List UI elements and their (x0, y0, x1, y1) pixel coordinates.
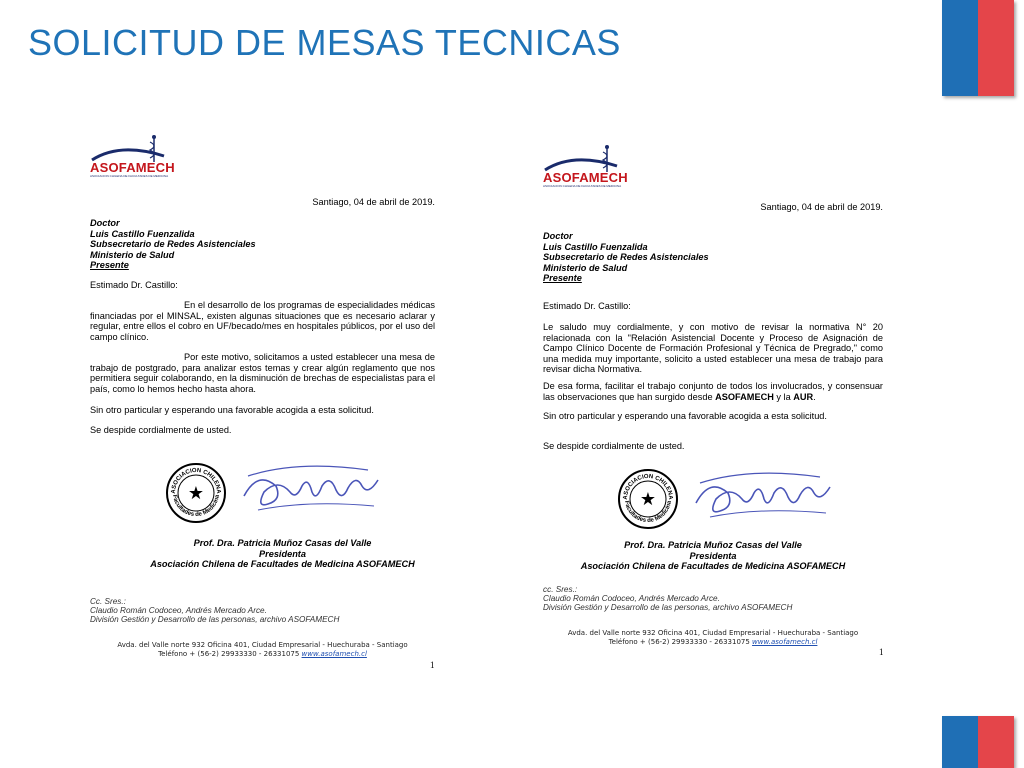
asofamech-logo (90, 134, 175, 182)
signer-name: Prof. Dra. Patricia Muñoz Casas del Valle (193, 538, 372, 548)
logo-subtitle: ASOCIACION CHILENA DE FACULTADES DE MEDICINA (543, 184, 622, 188)
letter-paragraph-2 (543, 381, 883, 402)
cc-division: División Gestión y Desarrollo de las personas, archivo ASOFAMECH (543, 603, 793, 613)
paragraph-2-period: . (813, 391, 816, 402)
letter-footer (543, 629, 883, 647)
letter-greeting: Estimado Dr. Castillo: (543, 301, 631, 311)
logo-subtitle: ASOCIACION CHILENA DE FACULTADES DE MEDICINA (90, 174, 169, 178)
letter-footer (90, 641, 435, 659)
footer-address: Avda. del Valle norte 932 Oficina 401, Ciudad Empresarial - Huechuraba - Santiago (567, 629, 859, 637)
recipient-presente: Presente (543, 273, 582, 284)
svg-text:ASOCIACION CHILENA: ASOCIACION CHILENA (622, 473, 674, 500)
letter-paragraph-1: En el desarrollo de los programas de especialidades médicas financiadas por el MINSAL, existen algunas situaciones que es necesario aclarar y regular, entre ellos el cobro en UF/becado/mes en hospitales públicos, por el uso del campo clínico. (90, 300, 435, 342)
signer-block (543, 540, 883, 572)
svg-text:ASOCIACION CHILENA: ASOCIACION CHILENA (170, 467, 222, 494)
paragraph-2-connector: y la (773, 391, 794, 402)
signer-role: Presidenta (689, 550, 737, 561)
recipient-ministry: Ministerio de Salud (543, 262, 628, 273)
signer-block (90, 538, 475, 570)
paragraph-2-text: De esa forma, facilitar el trabajo conjunto de todos los involucrados, y consensuar las observaciones que han surgido desde (543, 381, 883, 402)
letter-greeting: Estimado Dr. Castillo: (90, 280, 178, 290)
cc-names: Claudio Román Codoceo, Andrés Mercado Arce. (543, 594, 720, 604)
letter-closing: Se despide cordialmente de usted. (90, 425, 232, 435)
letter-paragraph-3: Sin otro particular y esperando una favorable acogida a esta solicitud. (543, 411, 827, 421)
letter-paragraph-3: Sin otro particular y esperando una favorable acogida a esta solicitud. (90, 405, 374, 415)
recipient-presente: Presente (90, 260, 129, 271)
recipient-block (543, 231, 883, 284)
cc-label: cc. Sres.: (543, 585, 578, 594)
signer-organization: Asociación Chilena de Facultades de Medicina ASOFAMECH (150, 559, 415, 570)
cc-block (90, 597, 435, 625)
signer-organization: Asociación Chilena de Facultades de Medicina ASOFAMECH (580, 561, 846, 572)
footer-phone: Teléfono + (56-2) 29933330 - 26331075 (608, 638, 750, 646)
letter-paragraph-1: Le saludo muy cordialmente, y con motivo de revisar la normativa N° 20 relacionada con la "Relación Asistencial Docente y Proceso de Asignación de Campo Clínico Docente de Formación Profesional y Técnica de Pregrado," como una medida muy importante, solicito a usted establecer una mesa de trabajo para revisar dicha Normativa. (543, 322, 883, 375)
asofamech-logo (543, 144, 628, 192)
footer-phone: Teléfono + (56-2) 29933330 - 26331075 (158, 650, 300, 658)
paragraph-2-asofamech: ASOFAMECH (715, 391, 774, 402)
paragraph-2-aur: AUR (793, 391, 814, 402)
svg-text:★: ★ (187, 483, 205, 504)
signer-role: Presidenta (259, 548, 306, 559)
flag-decoration-top (942, 0, 1014, 96)
flag-decoration-bottom (942, 716, 1014, 768)
handwritten-signature (690, 463, 836, 529)
recipient-position: Subsecretario de Redes Asistenciales (90, 239, 256, 250)
logo-wordmark: ASOFAMECH (90, 160, 175, 175)
recipient-title: Doctor (90, 218, 120, 228)
recipient-title: Doctor (543, 231, 573, 241)
page-number: 1 (430, 660, 435, 670)
recipient-name: Luis Castillo Fuenzalida (90, 228, 195, 239)
svg-text:Facultades de Medicina: Facultades de Medicina (623, 500, 673, 525)
svg-text:★: ★ (639, 489, 657, 510)
cc-names: Claudio Román Codoceo, Andrés Mercado Arce. (90, 606, 267, 616)
slide-title: SOLICITUD DE MESAS TECNICAS (28, 22, 621, 63)
association-seal-icon (165, 462, 227, 524)
cc-division: División Gestión y Desarrollo de las personas, archivo ASOFAMECH (90, 615, 340, 625)
recipient-name: Luis Castillo Fuenzalida (543, 241, 648, 252)
recipient-block (90, 218, 435, 271)
signer-name: Prof. Dra. Patricia Muñoz Casas del Valle (624, 540, 802, 550)
letter-date: Santiago, 04 de abril de 2019. (760, 202, 883, 212)
page-number: 1 (879, 647, 884, 657)
recipient-ministry: Ministerio de Salud (90, 249, 175, 260)
letter-date: Santiago, 04 de abril de 2019. (312, 197, 435, 207)
recipient-position: Subsecretario de Redes Asistenciales (543, 252, 709, 263)
logo-wordmark: ASOFAMECH (543, 170, 628, 185)
letter-closing: Se despide cordialmente de usted. (543, 441, 685, 451)
handwritten-signature (238, 456, 384, 522)
footer-address: Avda. del Valle norte 932 Oficina 401, Ciudad Empresarial - Huechuraba - Santiago (117, 641, 408, 649)
letter-paragraph-2: Por este motivo, solicitamos a usted establecer una mesa de trabajo de postgrado, para analizar estos temas y crear algún reglamento que nos permitiera seguir colaborando, en la disminución de brechas de especialistas para el país, como lo hemos hecho hasta ahora. (90, 352, 435, 394)
svg-text:Facultades de Medicina: Facultades de Medicina (171, 494, 221, 519)
footer-website-link[interactable]: www.asofamech.cl (752, 638, 818, 646)
association-seal-icon (617, 468, 679, 530)
cc-label: Cc. Sres.: (90, 597, 126, 606)
footer-website-link[interactable]: www.asofamech.cl (301, 650, 367, 658)
cc-block (543, 585, 883, 613)
